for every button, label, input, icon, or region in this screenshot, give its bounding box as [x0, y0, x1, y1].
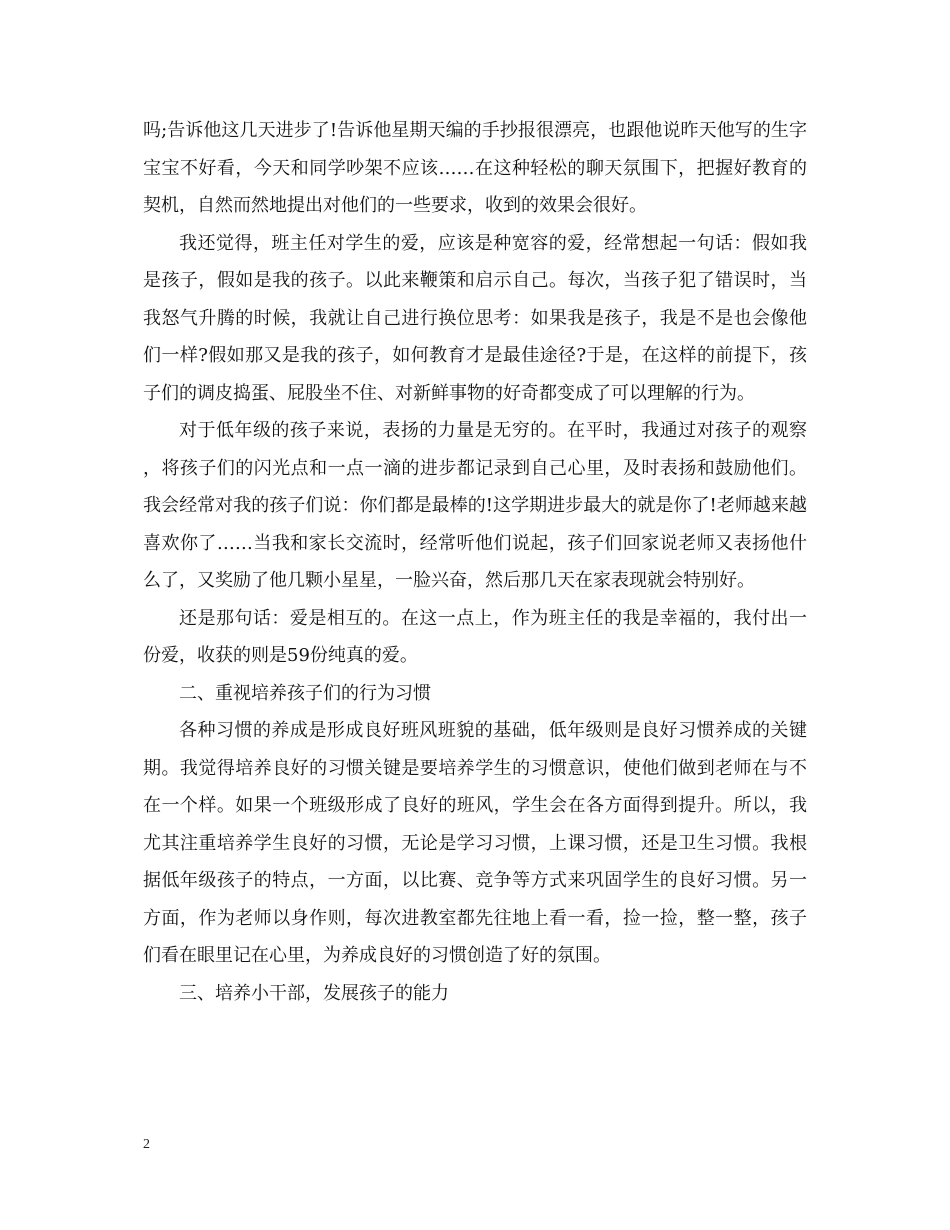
paragraph-praise: 对于低年级的孩子来说，表扬的力量是无穷的。在平时，我通过对孩子的观察，将孩子们的闪光点和一点一滴的进步都记录到自己心里，及时表扬和鼓励他们。我会经常对我的孩子们说：你们都是最棒的!这学期进步最大的就是你了!老师越来越喜欢你了……当我和家长交流时，经常听他们说起，孩子们回家说老师又表扬他什么了，又奖励了他几颗小星星，一脸兴奋，然后那几天在家表现就会特别好。	[143, 420, 807, 591]
paragraph-habits: 各种习惯的养成是形成良好班风班貌的基础，低年级则是良好习惯养成的关键期。我觉得培养良好的习惯关键是要培养学生的习惯意识，使他们做到老师在与不在一个样。如果一个班级形成了良好的班风，学生会在各方面得到提升。所以，我尤其注重培养学生良好的习惯，无论是学习习惯，上课习惯，还是卫生习惯。我根据低年级孩子的特点，一方面，以比赛、竞争等方式来巩固学生的良好习惯。另一方面，作为老师以身作则，每次进教室都先往地上看一看，捡一捡，整一整，孩子们看在眼里记在心里，为养成良好的习惯创造了好的氛围。	[143, 720, 807, 966]
paragraph-mutual-love: 还是那句话：爱是相互的。在这一点上，作为班主任的我是幸福的，我付出一份爱，收获的则是59份纯真的爱。	[143, 607, 807, 666]
document-body	[143, 112, 807, 1012]
page-number: 2	[143, 1137, 150, 1152]
paragraph-continuation: 吗;告诉他这几天进步了!告诉他星期天编的手抄报很漂亮，也跟他说昨天他写的生字宝宝不好看，今天和同学吵架不应该……在这种轻松的聊天氛围下，把握好教育的契机，自然而然地提出对他们的一些要求，收到的效果会很好。	[143, 120, 807, 216]
section-heading-cadres: 三、培养小干部，发展孩子的能力	[179, 982, 449, 1004]
section-heading-habits: 二、重视培养孩子们的行为习惯	[179, 682, 431, 704]
paragraph-tolerant-love: 我还觉得，班主任对学生的爱，应该是种宽容的爱，经常想起一句话：假如我是孩子，假如是我的孩子。以此来鞭策和启示自己。每次，当孩子犯了错误时，当我怒气升腾的时候，我就让自己进行换位思考：如果我是孩子，我是不是也会像他们一样?假如那又是我的孩子，如何教育才是最佳途径?于是，在这样的前提下，孩子们的调皮捣蛋、屁股坐不住、对新鲜事物的好奇都变成了可以理解的行为。	[143, 232, 807, 404]
